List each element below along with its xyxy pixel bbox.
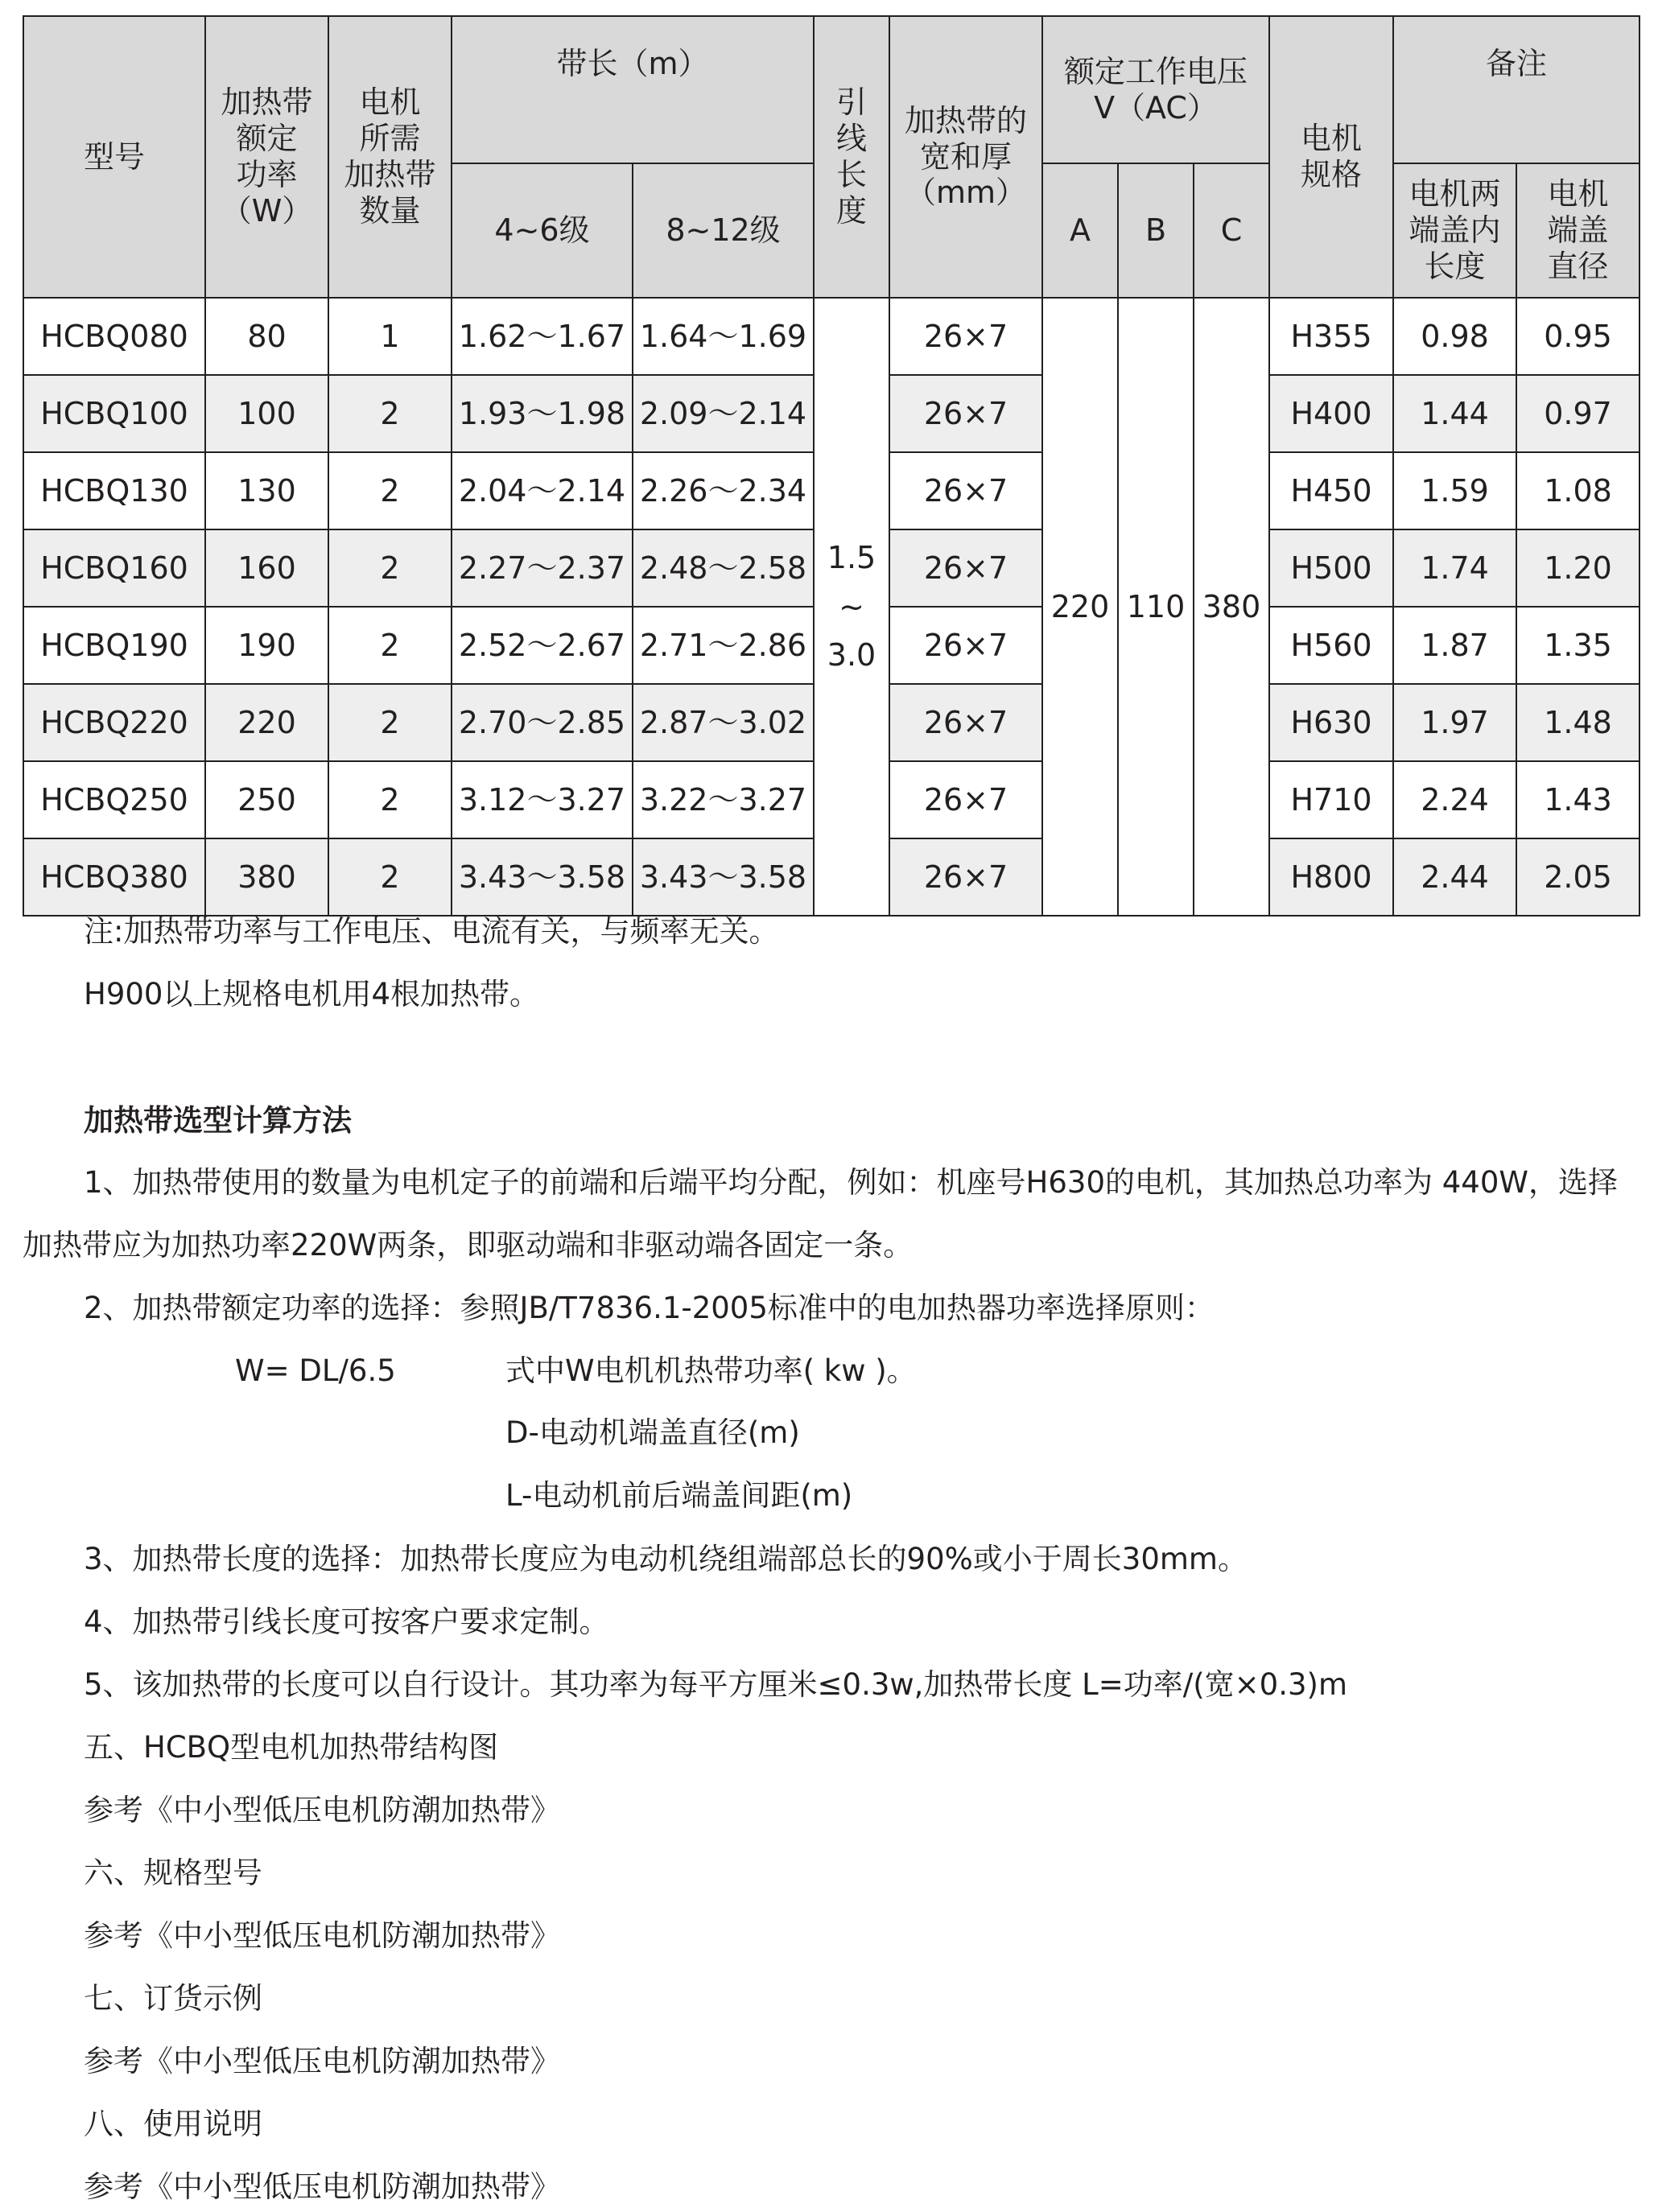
cell-length-8-12: 3.43～3.58 [633, 838, 814, 916]
cell-length-4-6: 1.93～1.98 [452, 375, 633, 452]
cell-motor-spec: H450 [1269, 452, 1393, 529]
cell-model: HCBQ100 [23, 375, 205, 452]
section-heading: 六、规格型号 [84, 1856, 262, 1890]
note-line: 注:加热带功率与工作电压、电流有关，与频率无关。 [84, 914, 779, 949]
cell-count: 2 [328, 838, 452, 916]
header-model: 型号 [23, 16, 205, 298]
cell-count: 2 [328, 761, 452, 838]
cell-inner-length: 1.87 [1393, 607, 1516, 684]
cell-diameter: 2.05 [1516, 838, 1639, 916]
cell-diameter: 1.48 [1516, 684, 1639, 761]
method-item-1: 1、加热带使用的数量为电机定子的前端和后端平均分配，例如：机座号H630的电机，其加热总功率为 440W，选择 [84, 1165, 1618, 1200]
cell-power: 190 [205, 607, 328, 684]
cell-inner-length: 1.74 [1393, 529, 1516, 607]
cell-length-4-6: 3.43～3.58 [452, 838, 633, 916]
cell-length-4-6: 1.62～1.67 [452, 298, 633, 375]
cell-motor-spec: H710 [1269, 761, 1393, 838]
cell-count: 2 [328, 684, 452, 761]
cell-motor-spec: H630 [1269, 684, 1393, 761]
cell-power: 250 [205, 761, 328, 838]
cell-width-thickness: 26×7 [889, 375, 1042, 452]
table-row [23, 298, 1639, 375]
cell-diameter: 1.35 [1516, 607, 1639, 684]
cell-width-thickness: 26×7 [889, 452, 1042, 529]
cell-inner-length: 1.97 [1393, 684, 1516, 761]
formula: W= DL/6.5 [235, 1353, 396, 1388]
method-item-1-cont: 加热带应为加热功率220W两条，即驱动端和非驱动端各固定一条。 [23, 1228, 914, 1263]
cell-width-thickness: 26×7 [889, 838, 1042, 916]
header-end-cover-inner-length: 电机两 端盖内 长度 [1393, 163, 1516, 298]
formula-d-desc: D-电动机端盖直径(m) [505, 1415, 800, 1450]
cell-model: HCBQ190 [23, 607, 205, 684]
header-motor-belt-count: 电机 所需 加热带 数量 [328, 16, 452, 298]
cell-width-thickness: 26×7 [889, 529, 1042, 607]
section-reference: 参考《中小型低压电机防潮加热带》 [84, 2169, 560, 2204]
cell-motor-spec: H800 [1269, 838, 1393, 916]
cell-power: 100 [205, 375, 328, 452]
header-grade-4-6: 4~6级 [452, 163, 633, 298]
cell-model: HCBQ380 [23, 838, 205, 916]
cell-motor-spec: H500 [1269, 529, 1393, 607]
header-remarks: 备注 [1393, 16, 1639, 163]
cell-lead-length: 1.5 ~ 3.0 [814, 298, 889, 916]
method-item-2: 2、加热带额定功率的选择：参照JB/T7836.1-2005标准中的电加热器功率选择原则： [84, 1291, 1215, 1325]
cell-length-4-6: 3.12～3.27 [452, 761, 633, 838]
cell-count: 1 [328, 298, 452, 375]
note-line: H900以上规格电机用4根加热带。 [84, 977, 539, 1011]
cell-diameter: 0.95 [1516, 298, 1639, 375]
cell-length-4-6: 2.52～2.67 [452, 607, 633, 684]
cell-width-thickness: 26×7 [889, 761, 1042, 838]
section-heading: 七、订货示例 [84, 1981, 262, 2016]
cell-width-thickness: 26×7 [889, 607, 1042, 684]
cell-diameter: 1.20 [1516, 529, 1639, 607]
cell-voltage-c: 380 [1194, 298, 1269, 916]
cell-model: HCBQ160 [23, 529, 205, 607]
cell-length-8-12: 2.09～2.14 [633, 375, 814, 452]
cell-length-8-12: 2.87～3.02 [633, 684, 814, 761]
cell-diameter: 0.97 [1516, 375, 1639, 452]
cell-length-8-12: 3.22～3.27 [633, 761, 814, 838]
heating-belt-spec-table [23, 15, 1640, 917]
section-reference: 参考《中小型低压电机防潮加热带》 [84, 1793, 560, 1827]
cell-count: 2 [328, 375, 452, 452]
header-rated-voltage: 额定工作电压 V（AC） [1042, 16, 1269, 163]
cell-model: HCBQ080 [23, 298, 205, 375]
cell-power: 80 [205, 298, 328, 375]
cell-inner-length: 0.98 [1393, 298, 1516, 375]
cell-count: 2 [328, 607, 452, 684]
cell-diameter: 1.43 [1516, 761, 1639, 838]
header-rated-power: 加热带 额定 功率 （W） [205, 16, 328, 298]
cell-length-4-6: 2.27～2.37 [452, 529, 633, 607]
cell-width-thickness: 26×7 [889, 298, 1042, 375]
header-width-thickness: 加热带的 宽和厚 （mm） [889, 16, 1042, 298]
method-item-5: 5、该加热带的长度可以自行设计。其功率为每平方厘米≤0.3w,加热带长度 L=功率/(宽×0.3)m [84, 1667, 1348, 1702]
method-item-4: 4、加热带引线长度可按客户要求定制。 [84, 1604, 609, 1639]
cell-length-8-12: 2.26～2.34 [633, 452, 814, 529]
cell-inner-length: 2.44 [1393, 838, 1516, 916]
cell-power: 130 [205, 452, 328, 529]
cell-voltage-a: 220 [1042, 298, 1118, 916]
formula-w-desc: 式中W电机机热带功率( kw )。 [505, 1353, 917, 1388]
cell-power: 160 [205, 529, 328, 607]
cell-inner-length: 1.44 [1393, 375, 1516, 452]
cell-model: HCBQ130 [23, 452, 205, 529]
header-end-cover-diameter: 电机 端盖 直径 [1516, 163, 1639, 298]
cell-length-4-6: 2.70～2.85 [452, 684, 633, 761]
section-reference: 参考《中小型低压电机防潮加热带》 [84, 1918, 560, 1953]
header-lead-length: 引 线 长 度 [814, 16, 889, 298]
cell-voltage-b: 110 [1118, 298, 1194, 916]
header-voltage-b: B [1118, 163, 1194, 298]
cell-inner-length: 1.59 [1393, 452, 1516, 529]
cell-length-8-12: 2.48～2.58 [633, 529, 814, 607]
cell-count: 2 [328, 529, 452, 607]
header-voltage-c: C [1194, 163, 1269, 298]
header-grade-8-12: 8~12级 [633, 163, 814, 298]
cell-length-4-6: 2.04～2.14 [452, 452, 633, 529]
section-heading: 八、使用说明 [84, 2107, 262, 2141]
formula-l-desc: L-电动机前后端盖间距(m) [505, 1478, 853, 1513]
section-heading: 五、HCBQ型电机加热带结构图 [84, 1730, 499, 1765]
cell-motor-spec: H560 [1269, 607, 1393, 684]
cell-power: 380 [205, 838, 328, 916]
cell-motor-spec: H355 [1269, 298, 1393, 375]
cell-length-8-12: 1.64～1.69 [633, 298, 814, 375]
header-voltage-a: A [1042, 163, 1118, 298]
method-item-3: 3、加热带长度的选择：加热带长度应为电动机绕组端部总长的90%或小于周长30mm。 [84, 1542, 1248, 1576]
cell-model: HCBQ220 [23, 684, 205, 761]
cell-inner-length: 2.24 [1393, 761, 1516, 838]
method-title: 加热带选型计算方法 [84, 1103, 352, 1138]
cell-model: HCBQ250 [23, 761, 205, 838]
cell-width-thickness: 26×7 [889, 684, 1042, 761]
cell-length-8-12: 2.71～2.86 [633, 607, 814, 684]
header-belt-length: 带长（m） [452, 16, 814, 163]
section-reference: 参考《中小型低压电机防潮加热带》 [84, 2044, 560, 2078]
header-motor-spec: 电机 规格 [1269, 16, 1393, 298]
cell-diameter: 1.08 [1516, 452, 1639, 529]
cell-count: 2 [328, 452, 452, 529]
cell-motor-spec: H400 [1269, 375, 1393, 452]
cell-power: 220 [205, 684, 328, 761]
